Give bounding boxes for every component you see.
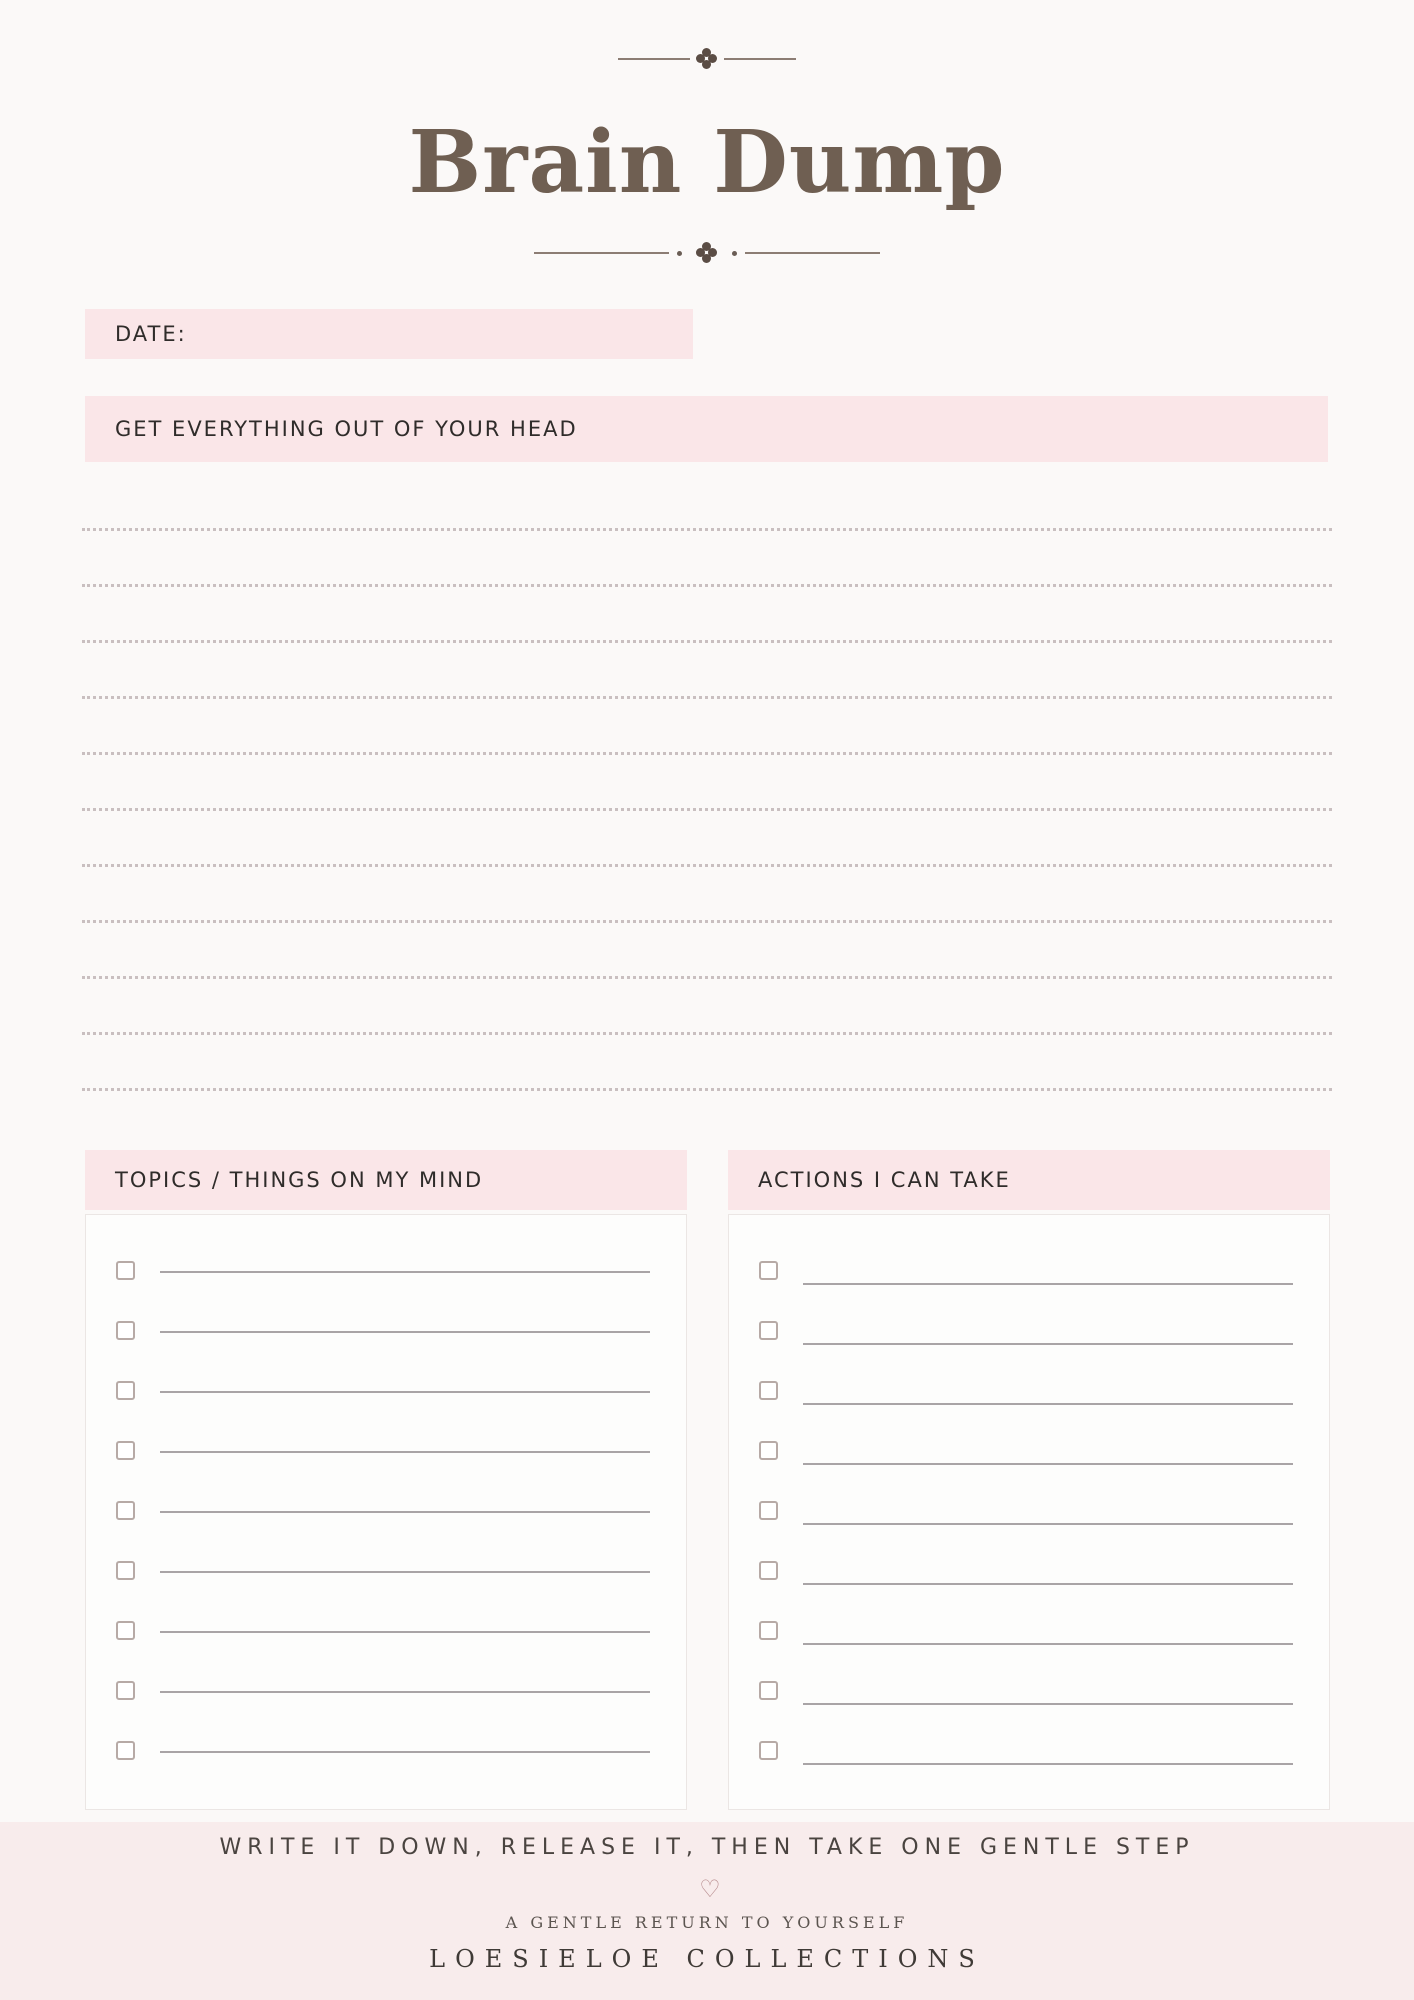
actions-header-bar <box>728 1150 1330 1210</box>
topics-header-bar <box>85 1150 687 1210</box>
checklist-line[interactable] <box>160 1331 650 1333</box>
checklist-item <box>86 1441 686 1471</box>
checkbox-icon[interactable] <box>759 1681 778 1700</box>
checklist-line[interactable] <box>803 1523 1293 1525</box>
date-field[interactable] <box>85 309 693 359</box>
checklist-item <box>86 1621 686 1651</box>
checklist-line[interactable] <box>803 1403 1293 1405</box>
writing-line[interactable] <box>82 920 1332 923</box>
checklist-item <box>729 1681 1329 1711</box>
checklist-line[interactable] <box>803 1643 1293 1645</box>
footer-quote: WRITE IT DOWN, RELEASE IT, THEN TAKE ONE GENTLE STEP <box>219 1835 1195 1860</box>
checkbox-icon[interactable] <box>116 1681 135 1700</box>
actions-checklist <box>728 1214 1330 1810</box>
writing-line[interactable] <box>82 584 1332 587</box>
checkbox-icon[interactable] <box>759 1621 778 1640</box>
footer-brand: LOESIELOE COLLECTIONS <box>429 1945 985 1973</box>
checklist-item <box>86 1321 686 1351</box>
checklist-line[interactable] <box>803 1763 1293 1765</box>
brain-dump-header-bar <box>85 396 1328 462</box>
writing-line[interactable] <box>82 1032 1332 1035</box>
checkbox-icon[interactable] <box>116 1261 135 1280</box>
checkbox-icon[interactable] <box>759 1321 778 1340</box>
checkbox-icon[interactable] <box>759 1441 778 1460</box>
checklist-item <box>86 1501 686 1531</box>
topics-checklist <box>85 1214 687 1810</box>
writing-line[interactable] <box>82 976 1332 979</box>
checklist-item <box>729 1621 1329 1651</box>
checklist-line[interactable] <box>160 1631 650 1633</box>
checkbox-icon[interactable] <box>759 1261 778 1280</box>
writing-line[interactable] <box>82 696 1332 699</box>
writing-line[interactable] <box>82 864 1332 867</box>
writing-line[interactable] <box>82 1088 1332 1091</box>
checklist-line[interactable] <box>160 1691 650 1693</box>
checklist-item <box>729 1321 1329 1351</box>
checklist-line[interactable] <box>803 1703 1293 1705</box>
checklist-line[interactable] <box>803 1283 1293 1285</box>
checkbox-icon[interactable] <box>116 1441 135 1460</box>
checklist-item <box>729 1441 1329 1471</box>
writing-line[interactable] <box>82 528 1332 531</box>
checkbox-icon[interactable] <box>116 1561 135 1580</box>
checkbox-icon[interactable] <box>116 1381 135 1400</box>
checklist-line[interactable] <box>803 1343 1293 1345</box>
topics-header: TOPICS / THINGS ON MY MIND <box>115 1168 484 1192</box>
writing-line[interactable] <box>82 640 1332 643</box>
checkbox-icon[interactable] <box>759 1501 778 1520</box>
brain-dump-header: GET EVERYTHING OUT OF YOUR HEAD <box>115 417 578 441</box>
checkbox-icon[interactable] <box>116 1621 135 1640</box>
checklist-line[interactable] <box>160 1511 650 1513</box>
checklist-item <box>729 1381 1329 1411</box>
writing-line[interactable] <box>82 808 1332 811</box>
checkbox-icon[interactable] <box>759 1561 778 1580</box>
date-label: DATE: <box>115 322 187 346</box>
checklist-item <box>86 1381 686 1411</box>
title-divider-icon <box>0 242 1414 264</box>
heart-icon: ♡ <box>699 1875 721 1903</box>
checkbox-icon[interactable] <box>116 1501 135 1520</box>
checkbox-icon[interactable] <box>759 1741 778 1760</box>
checklist-item <box>729 1501 1329 1531</box>
checklist-item <box>729 1741 1329 1771</box>
checklist-line[interactable] <box>160 1571 650 1573</box>
checklist-item <box>729 1261 1329 1291</box>
checklist-item <box>86 1681 686 1711</box>
top-ornament-icon <box>0 48 1414 70</box>
checklist-line[interactable] <box>803 1583 1293 1585</box>
checklist-item <box>86 1261 686 1291</box>
checkbox-icon[interactable] <box>116 1741 135 1760</box>
checkbox-icon[interactable] <box>116 1321 135 1340</box>
checkbox-icon[interactable] <box>759 1381 778 1400</box>
checklist-line[interactable] <box>160 1391 650 1393</box>
page-title: Brain Dump <box>408 112 1006 213</box>
footer-tagline: A GENTLE RETURN TO YOURSELF <box>505 1913 909 1932</box>
writing-line[interactable] <box>82 752 1332 755</box>
checklist-item <box>86 1741 686 1771</box>
checklist-item <box>729 1561 1329 1591</box>
checklist-line[interactable] <box>803 1463 1293 1465</box>
writing-area[interactable] <box>82 528 1332 1144</box>
checklist-line[interactable] <box>160 1451 650 1453</box>
actions-header: ACTIONS I CAN TAKE <box>758 1168 1011 1192</box>
checklist-line[interactable] <box>160 1271 650 1273</box>
checklist-item <box>86 1561 686 1591</box>
checklist-line[interactable] <box>160 1751 650 1753</box>
